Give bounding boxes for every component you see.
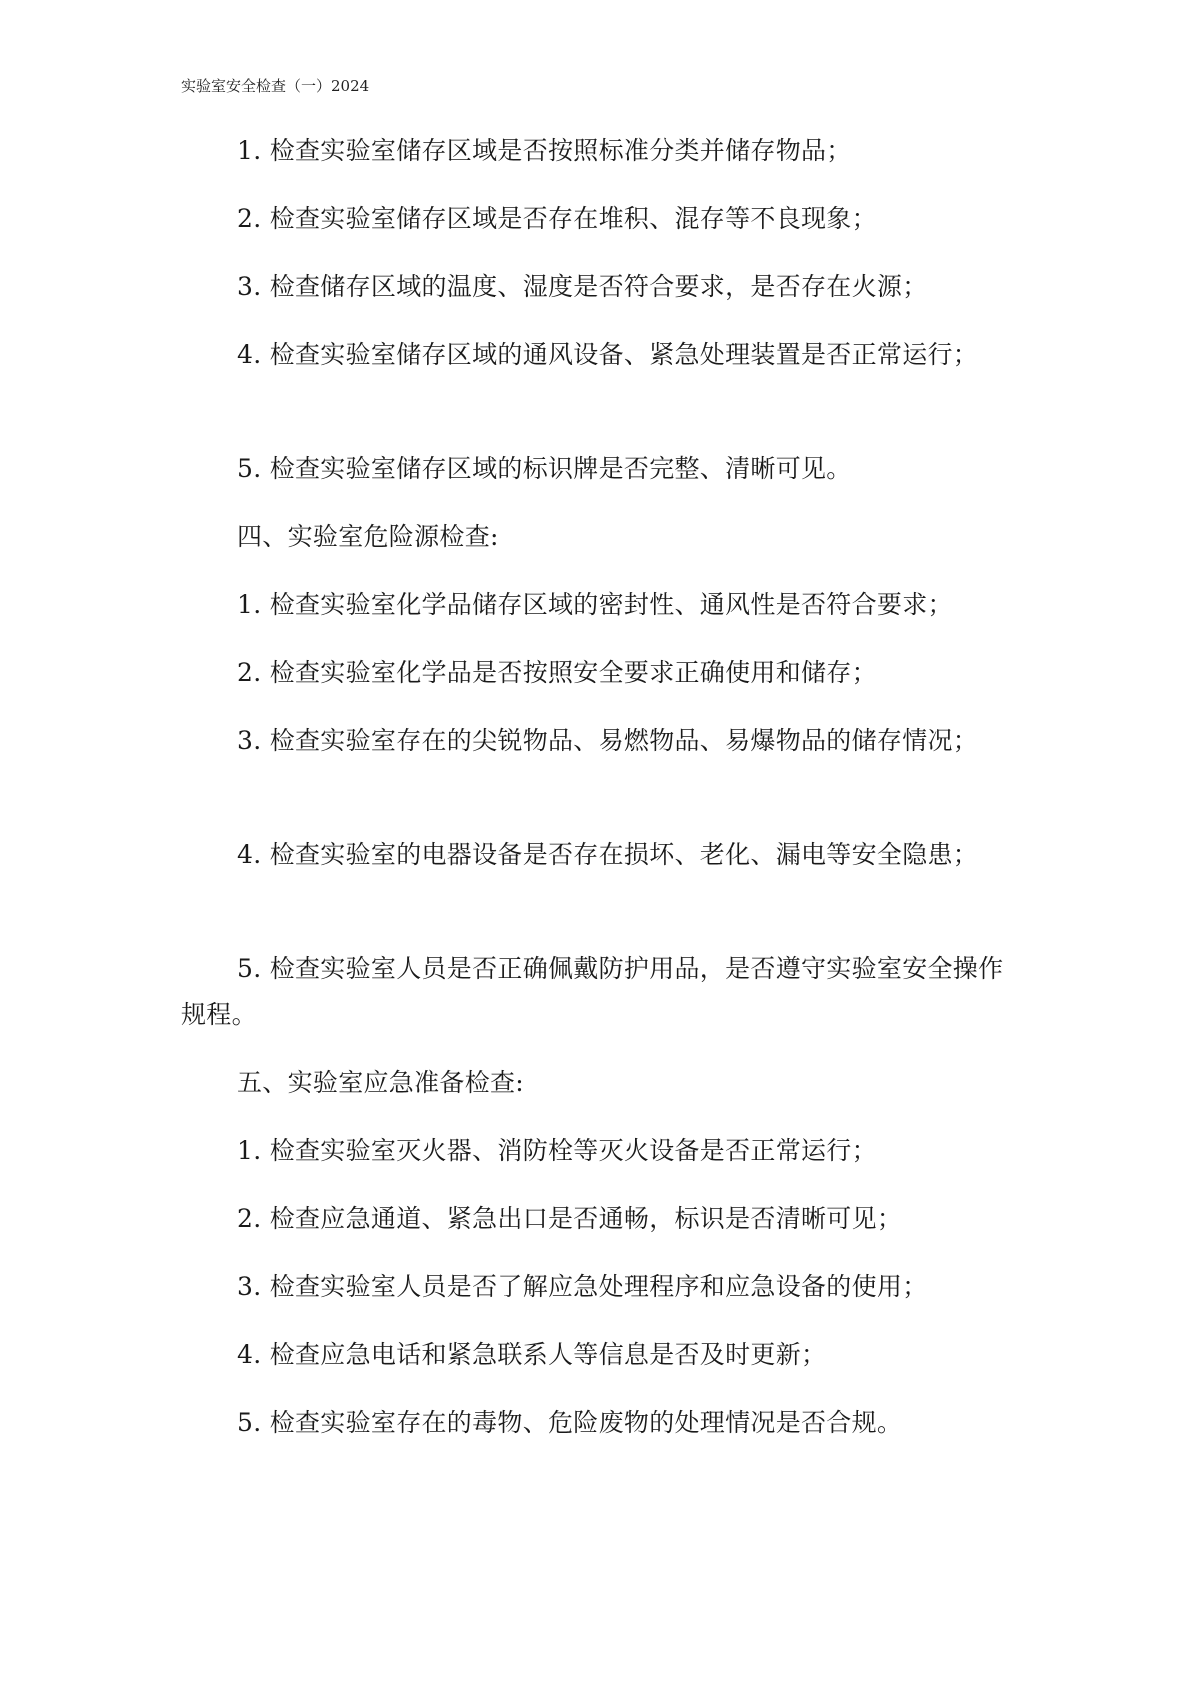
paragraph-emergency-4: 4. 检查应急电话和紧急联系人等信息是否及时更新；	[237, 1340, 827, 1369]
paragraph-emergency-2: 2. 检查应急通道、紧急出口是否通畅，标识是否清晰可见；	[237, 1204, 903, 1233]
paragraph-hazard-1: 1. 检查实验室化学品储存区域的密封性、通风性是否符合要求；	[237, 590, 953, 619]
paragraph-storage-4: 4. 检查实验室储存区域的通风设备、紧急处理装置是否正常运行；	[237, 340, 979, 369]
paragraph-hazard-2: 2. 检查实验室化学品是否按照安全要求正确使用和储存；	[237, 658, 877, 687]
paragraph-emergency-5: 5. 检查实验室存在的毒物、危险废物的处理情况是否合规。	[237, 1408, 903, 1437]
paragraph-hazard-5: 5. 检查实验室人员是否正确佩戴防护用品，是否遵守实验室安全操作规程。	[181, 954, 1004, 1029]
paragraph-storage-5: 5. 检查实验室储存区域的标识牌是否完整、清晰可见。	[237, 454, 852, 483]
section-heading-emergency: 五、实验室应急准备检查:	[237, 1068, 525, 1097]
paragraph-storage-2: 2. 检查实验室储存区域是否存在堆积、混存等不良现象；	[237, 204, 877, 233]
paragraph-emergency-1: 1. 检查实验室灭火器、消防栓等灭火设备是否正常运行；	[237, 1136, 877, 1165]
paragraph-storage-3: 3. 检查储存区域的温度、湿度是否符合要求，是否存在火源；	[237, 272, 928, 301]
section-heading-hazard: 四、实验室危险源检查:	[237, 522, 499, 551]
paragraph-hazard-3: 3. 检查实验室存在的尖锐物品、易燃物品、易爆物品的储存情况；	[237, 726, 979, 755]
running-header: 实验室安全检查（一）2024	[181, 77, 370, 95]
paragraph-hazard-4: 4. 检查实验室的电器设备是否存在损坏、老化、漏电等安全隐患；	[237, 840, 979, 869]
paragraph-storage-1: 1. 检查实验室储存区域是否按照标准分类并储存物品；	[237, 136, 852, 165]
paragraph-emergency-3: 3. 检查实验室人员是否了解应急处理程序和应急设备的使用；	[237, 1272, 928, 1301]
